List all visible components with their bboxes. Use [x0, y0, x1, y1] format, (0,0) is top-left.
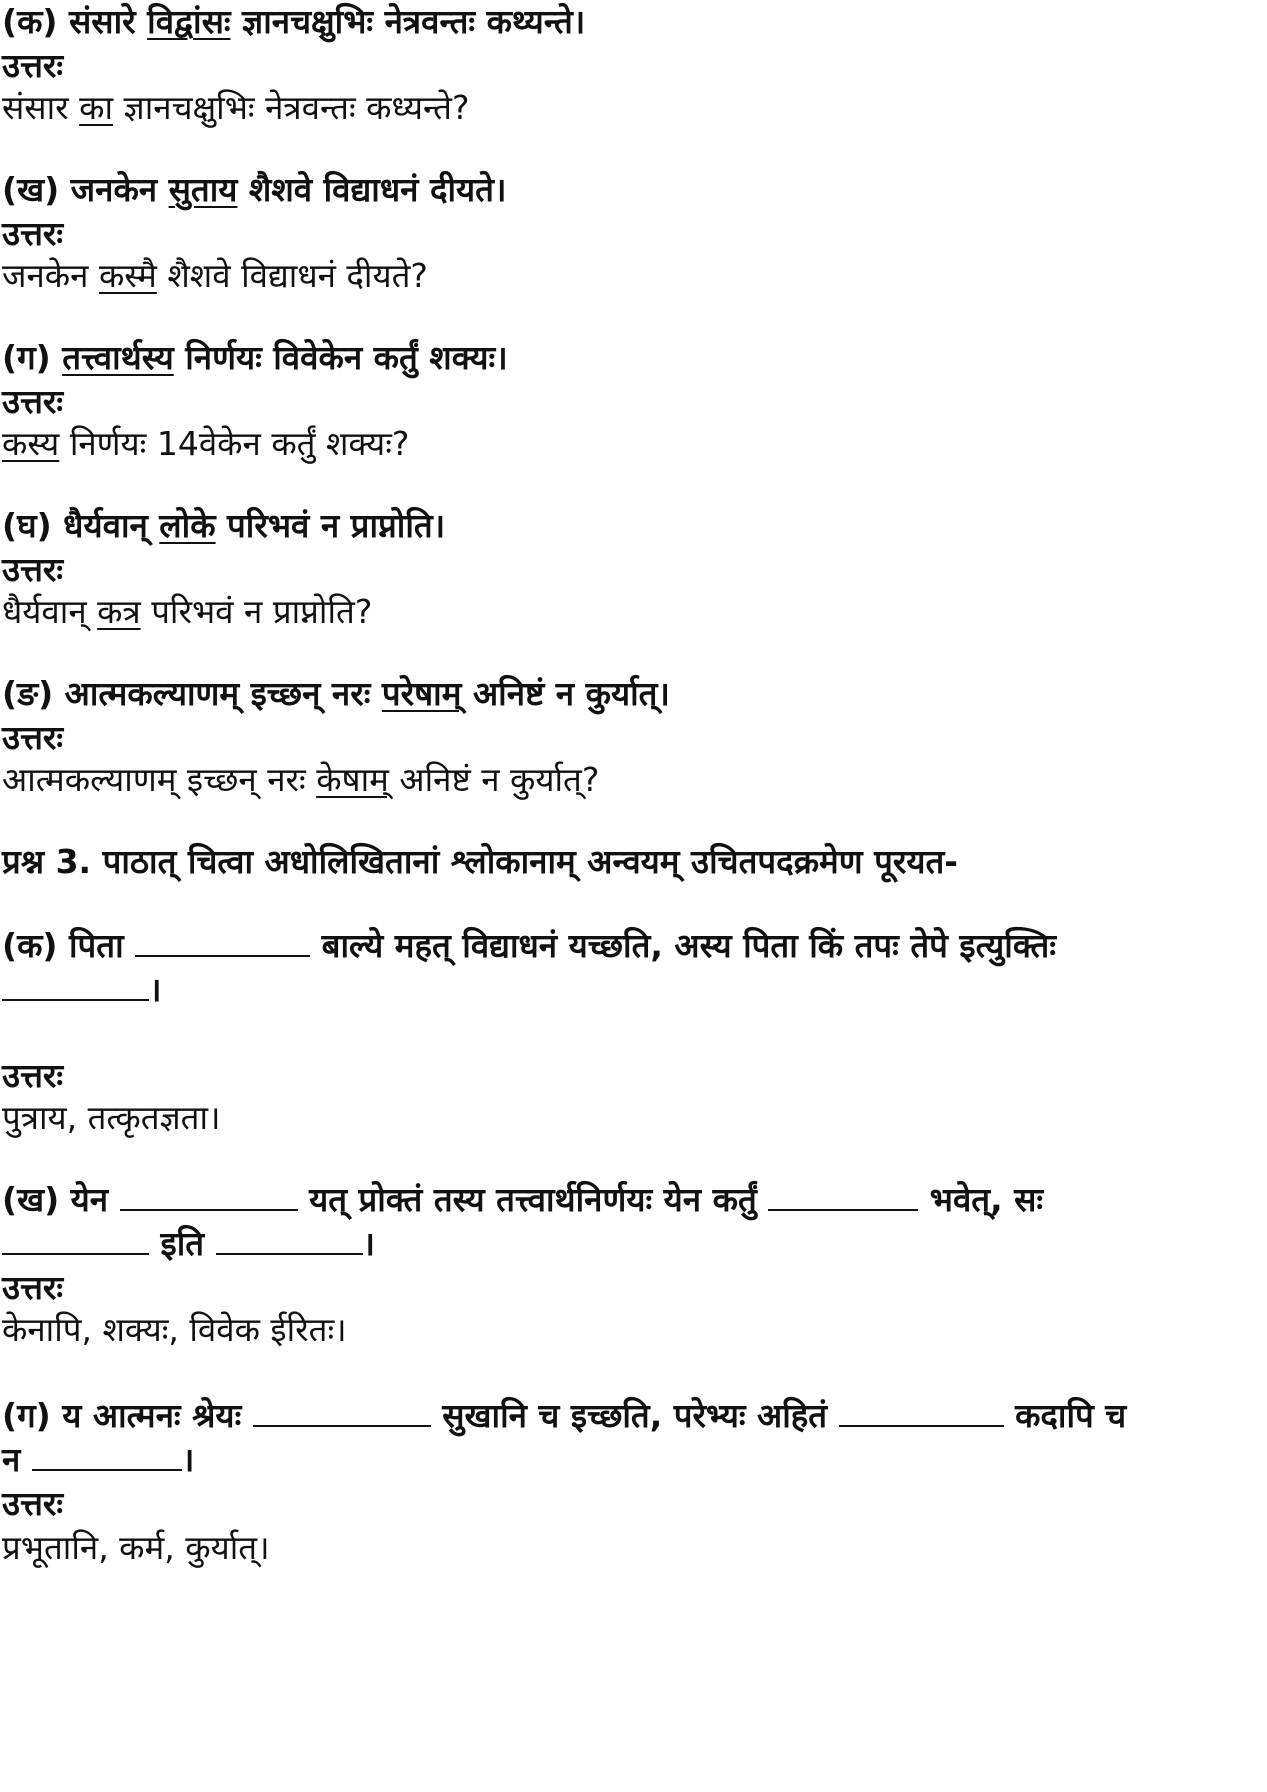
question-g [2, 336, 508, 380]
answer-text: आत्मकल्याणम् इच्छन् नरः [2, 760, 317, 799]
question-text: निर्णयः विवेकेन कर्तुं शक्यः। [173, 338, 508, 377]
fill-blank [768, 1179, 918, 1211]
q3-g-answer: प्रभूतानि, कर्म, कुर्यात्। [2, 1528, 270, 1567]
answer-text: संसार [2, 88, 80, 127]
question-text: ज्ञानचक्षुभिः नेत्रवन्तः कथ्यन्ते। [230, 2, 586, 41]
question-text: (क) संसारे [2, 2, 148, 41]
question-text: भवेत्, सः [918, 1180, 1044, 1219]
q3-kh-line1 [2, 1178, 1043, 1222]
underlined-word: लोके [159, 506, 216, 545]
answer-label: उत्तरः [2, 1268, 64, 1307]
answer-label: उत्तरः [2, 1056, 64, 1095]
question-text: इति [149, 1224, 216, 1263]
underlined-word: परेषाम् [381, 674, 462, 713]
underlined-word: तत्त्वार्थस्य [62, 338, 174, 377]
underlined-word: कस्य [2, 424, 60, 463]
fill-blank [2, 1223, 149, 1255]
answer-g [2, 422, 409, 466]
question-text: शैशवे विद्याधनं दीयते। [237, 170, 507, 209]
q3-g-line1 [2, 1394, 1126, 1438]
question-text: कदापि च [1003, 1396, 1127, 1435]
question-text: (घ) धैर्यवान् [2, 506, 160, 545]
answer-ng [2, 758, 599, 802]
question-text: (क) पिता [2, 926, 136, 965]
question-text: न [2, 1440, 32, 1479]
underlined-word: का [79, 88, 114, 127]
question-text: अनिष्टं न कुर्यात्। [461, 674, 670, 713]
fill-blank [253, 1395, 431, 1427]
underlined-word: विद्वांसः [147, 2, 231, 41]
underlined-word: कस्मै [98, 256, 157, 295]
answer-text: ज्ञानचक्षुभिः नेत्रवन्तः कध्यन्ते? [113, 88, 470, 127]
fill-blank [216, 1223, 363, 1255]
q3-k-answer: पुत्राय, तत्कृतज्ञता। [2, 1098, 221, 1137]
question-text: (ख) येन [2, 1180, 120, 1219]
q3-k-line1 [2, 924, 1056, 968]
question3-heading: प्रश्न 3. पाठात् चित्वा अधोलिखितानां श्लोकानाम् अन्वयम् उचितपदक्रमेण पूरयत- [2, 842, 959, 881]
q3-kh-answer: केनापि, शक्यः, विवेक ईरितः। [2, 1310, 347, 1349]
answer-kh [2, 254, 428, 298]
underlined-word: सुताय [168, 170, 238, 209]
underlined-word: कत्र [97, 592, 141, 631]
fill-blank [135, 925, 310, 957]
question-text: (ङ) आत्मकल्याणम् इच्छन् नरः [2, 674, 382, 713]
underlined-word: केषाम् [316, 760, 389, 799]
answer-label: उत्तरः [2, 214, 64, 253]
answer-text: परिभवं न प्राप्नोति? [140, 592, 373, 631]
question-text: यत् प्रोक्तं तस्य तत्त्वार्थनिर्णयः येन कर्तुं [297, 1180, 769, 1219]
question-text: सुखानि च इच्छति, परेभ्यः अहितं [430, 1396, 839, 1435]
question-text: परिभवं न प्राप्नोति। [215, 506, 446, 545]
answer-text: अनिष्टं न कुर्यात्? [388, 760, 600, 799]
answer-text: धैर्यवान् [2, 592, 98, 631]
fill-blank [839, 1395, 1004, 1427]
question-text: (ख) जनकेन [2, 170, 169, 209]
answer-text: निर्णयः 14वेकेन कर्तुं शक्यः? [59, 424, 410, 463]
q3-k-line2 [2, 968, 162, 1012]
answer-k [2, 86, 469, 130]
answer-label: उत्तरः [2, 1484, 64, 1523]
question-text: (ग) [2, 338, 63, 377]
question-text: बाल्ये महत् विद्याधनं यच्छति, अस्य पिता किं तपः तेपे इत्युक्तिः [310, 926, 1056, 965]
answer-text: जनकेन [2, 256, 99, 295]
fill-blank [120, 1179, 298, 1211]
question-text: । [362, 1224, 376, 1263]
answer-text: शैशवे विद्याधनं दीयते? [156, 256, 428, 295]
answer-gh [2, 590, 372, 634]
question-k [2, 0, 585, 44]
question-text: । [149, 970, 162, 1009]
q3-kh-line2 [2, 1222, 375, 1266]
answer-label: उत्तरः [2, 550, 64, 589]
question-text: (ग) य आत्मनः श्रेयः [2, 1396, 253, 1435]
fill-blank [32, 1439, 182, 1471]
q3-g-line2 [2, 1438, 194, 1482]
question-ng [2, 672, 670, 716]
question-text: । [181, 1440, 195, 1479]
answer-label: उत्तरः [2, 382, 64, 421]
answer-label: उत्तरः [2, 46, 64, 85]
question-gh [2, 504, 445, 548]
answer-label: उत्तरः [2, 718, 64, 757]
fill-blank [2, 969, 149, 1001]
question-kh [2, 168, 507, 212]
